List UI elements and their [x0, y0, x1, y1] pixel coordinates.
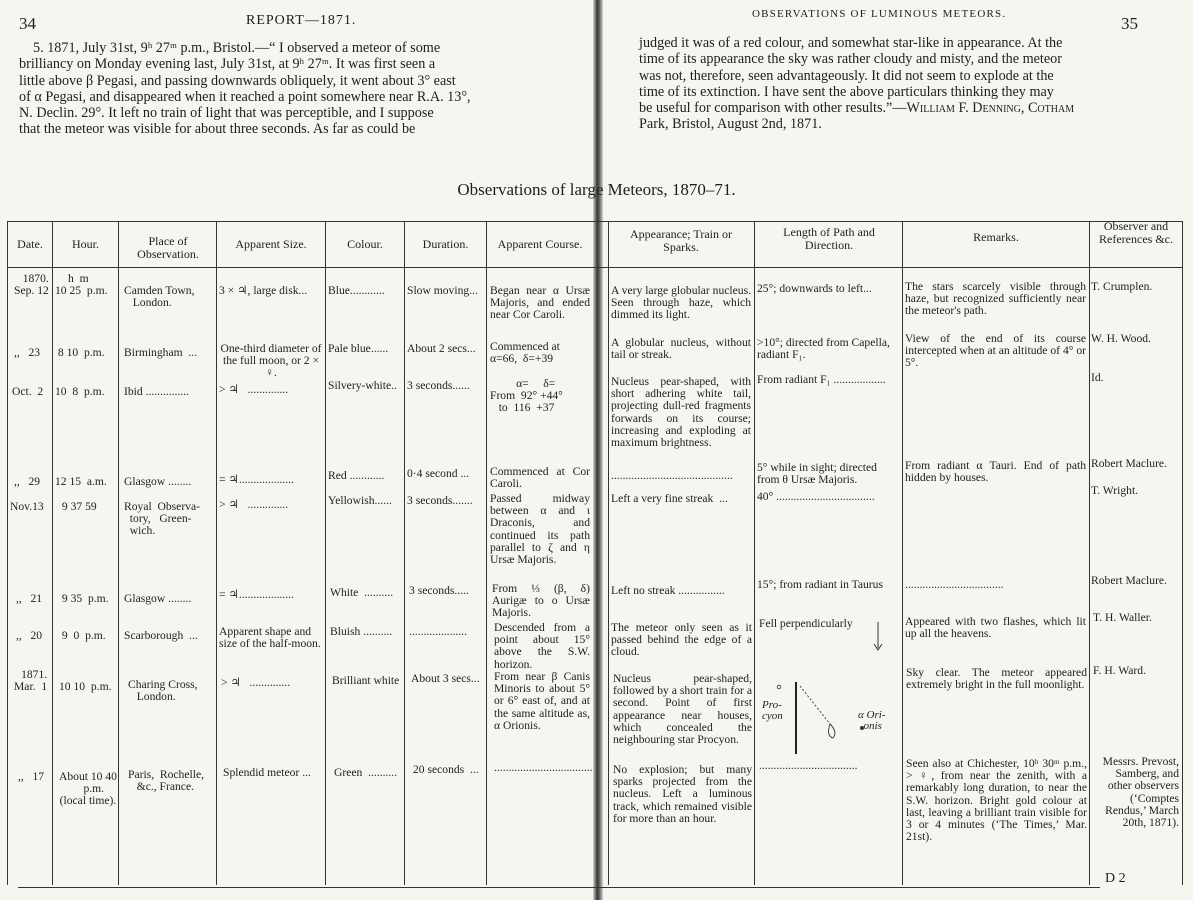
cell-path: >10°; directed from Capella, radiant F₁.: [757, 336, 890, 362]
cell-hour: 8 10 p.m.: [55, 346, 105, 359]
cell-appearance: Nucleus pear-shaped, followed by a short train for a second. Point of first appearance near houses, which concealed the neighbouring star Procyon.: [613, 672, 752, 747]
cell-size: > ♃ ..............: [221, 676, 291, 689]
column-line: [902, 221, 903, 885]
left-paragraph: [19, 40, 550, 138]
cell-colour: Yellowish......: [328, 494, 392, 507]
para-line: judged it was of a red colour, and somewhat star-like in appearance. At the: [639, 35, 1063, 51]
cell-date: ,, 20: [16, 629, 43, 642]
hm-label: h m: [68, 272, 89, 285]
cell-observer: W. H. Wood.: [1091, 332, 1151, 345]
cell-size: = ♃...................: [219, 473, 294, 486]
cell-hour: 10 25 p.m.: [55, 284, 108, 297]
cell-course: ..................................: [494, 761, 593, 774]
cell-observer: Robert Maclure.: [1091, 574, 1167, 587]
cell-colour: White ..........: [330, 586, 394, 599]
cell-appearance: A globular nucleus, without tail or streak.: [611, 336, 751, 362]
cell-place: Birmingham ...: [124, 346, 198, 359]
cell-colour: Pale blue......: [328, 342, 389, 355]
cell-hour: 9 37 59: [59, 500, 97, 513]
cell-place: Royal Observa- tory, Green- wich.: [124, 500, 200, 538]
cell-path: 25°; downwards to left...: [757, 282, 872, 295]
cell-path: Fell perpendicularly: [759, 617, 853, 630]
cell-hour: 9 35 p.m.: [59, 592, 109, 605]
header-remarks: Remarks.: [973, 230, 1019, 244]
cell-course: α= δ= From 92° +44° to 116 +37: [490, 377, 563, 415]
column-line: [216, 221, 217, 885]
cell-path-dots: ..................................: [759, 759, 858, 772]
cell-size: Splendid meteor ...: [223, 766, 311, 779]
header-observer: Observer and References &c.: [1099, 219, 1173, 246]
right-running-head: OBSERVATIONS OF LUMINOUS METEORS.: [752, 8, 1007, 20]
cell-remarks: Appeared with two flashes, which lit up all the heavens.: [905, 615, 1086, 641]
column-line: [325, 221, 326, 885]
cell-remarks: The stars scarcely visible through haze, but recognized sufficiently near the meteor's path.: [905, 280, 1086, 318]
cell-remarks: Sky clear. The meteor appeared extremely bright in the full moonlight.: [906, 666, 1087, 692]
para-line: N. Declin. 29°. It left no train of light that was perceptible, and I suppose: [19, 105, 434, 122]
header-date: Date.: [17, 237, 43, 251]
cell-observer: Messrs. Prevost, Samberg, and other observers (‘Comptes Rendus,’ March 20th, 1871).: [1102, 755, 1179, 830]
left-running-head: REPORT—1871.: [246, 13, 357, 28]
cell-duration: 20 seconds ...: [413, 763, 479, 776]
cell-size: = ♃...................: [219, 588, 294, 601]
cell-appearance: A very large globular nucleus. Seen through haze, which dimmed its light.: [611, 284, 751, 322]
cell-path: From radiant F₁ ..................: [757, 373, 886, 386]
orionis-label: α Ori- onis: [858, 709, 886, 732]
cell-course: Began near α Ursæ Majoris, and ended near Cor Caroli.: [490, 284, 590, 322]
para-line: [639, 100, 1141, 116]
cell-colour: Blue............: [328, 284, 385, 297]
column-line: [1089, 221, 1090, 885]
cell-hour: About 10 40 p.m. (local time).: [59, 770, 117, 808]
header-size: Apparent Size.: [235, 237, 307, 251]
cell-path: 15°; from radiant in Taurus: [757, 578, 883, 591]
cell-course: Passed midway between α and ι Draconis, and continued its path parallel to ζ and η Ursæ Majoris.: [490, 492, 590, 567]
cell-date: ,, 21: [16, 592, 43, 605]
procyon-label: Pro- cyon: [762, 699, 783, 722]
cell-appearance: Left a very fine streak ...: [611, 492, 728, 505]
column-line: [7, 221, 8, 885]
cell-observer: T. Wright.: [1091, 484, 1139, 497]
cell-date: ,, 17: [18, 770, 45, 783]
fall-arrow: [868, 620, 888, 654]
header-duration: Duration.: [422, 237, 469, 251]
cell-remarks: Seen also at Chichester, 10ʰ 30ᵐ p.m., > ♀, from near the zenith, with a remarkably long duration, to near the S.W. horizon. Bright gold colour at last, leaving a brilliant train visible for 3 or 4 minutes (‘The Times,’ Mar. 21st).: [906, 757, 1087, 844]
cell-place: Ibid ...............: [124, 385, 190, 398]
cell-course: Commenced at Cor Caroli.: [490, 465, 590, 491]
cell-course: Commenced at α=66, δ=+39: [490, 340, 560, 366]
cell-observer: F. H. Ward.: [1093, 664, 1146, 677]
cell-duration: 3 seconds......: [407, 379, 470, 392]
para-line: Park, Bristol, August 2nd, 1871.: [639, 116, 822, 133]
header-hour: Hour.: [72, 237, 99, 251]
header-place: Place of Observation.: [137, 234, 199, 261]
para-line: time of its appearance the sky was rather cloudy and misty, and the meteor: [639, 51, 1062, 68]
cell-date: ,, 29: [14, 475, 41, 488]
column-line: [608, 221, 609, 885]
cell-remarks: ..................................: [905, 578, 1004, 591]
table-top-rule: [7, 221, 1182, 222]
para-line: brilliancy on Monday evening last, July 31st, at 9ʰ 27ᵐ. It was first seen a: [19, 56, 436, 73]
cell-duration: Slow moving...: [407, 284, 478, 297]
cell-hour: 9 0 p.m.: [59, 629, 106, 642]
table-bottom-rule: [18, 887, 1100, 888]
cell-appearance: No explosion; but many sparks projected from the nucleus. Left a luminous track, which remained visible for more than an hour.: [613, 763, 752, 825]
header-path: Length of Path and Direction.: [783, 225, 875, 252]
cell-duration: 0·4 second ...: [407, 467, 470, 480]
cell-place: Charing Cross, London.: [128, 678, 198, 704]
column-line: [404, 221, 405, 885]
signature: William F. Denning, Cotham: [906, 100, 1075, 117]
left-page-number: 34: [19, 14, 36, 33]
cell-size: One-third diameter of the full moon, or 2 × ♀.: [220, 342, 322, 380]
cell-hour: 10 10 p.m.: [59, 680, 112, 693]
meteor-path-diagram: [760, 676, 900, 760]
column-line: [118, 221, 119, 885]
header-rule: [7, 267, 1182, 268]
cell-remarks: From radiant α Tauri. End of path hidden by houses.: [905, 459, 1086, 485]
cell-colour: Brilliant white: [332, 674, 400, 687]
book-gutter: [593, 0, 603, 900]
cell-appearance: The meteor only seen as it passed behind the edge of a cloud.: [611, 621, 752, 659]
cell-hour: 12 15 a.m.: [55, 475, 107, 488]
cell-date: 1870. Sep. 12: [14, 272, 49, 298]
cell-observer: T. H. Waller.: [1093, 611, 1152, 624]
cell-size: > ♃ ..............: [219, 383, 289, 396]
header-colour: Colour.: [347, 237, 383, 251]
header-appearance: Appearance; Train or Sparks.: [630, 227, 732, 254]
cell-date: Oct. 2: [12, 385, 44, 398]
cell-course: From ⅓ (β, δ) Aurigæ to ο Ursæ Majoris.: [492, 582, 590, 620]
cell-place: Glasgow ........: [124, 475, 192, 488]
para-line-text: be useful for comparison with other results.”—: [639, 100, 907, 117]
para-line: time of its extinction. I have sent the above particulars thinking they may: [639, 83, 1054, 100]
cell-date: 1871. Mar. 1: [14, 668, 48, 694]
cell-appearance: Nucleus pear-shaped, with short adhering white tail, projecting dull-red fragments forwards on its course; increasing and exploding at maximum brightness.: [611, 375, 751, 450]
cell-remarks: View of the end of its course intercepted when at an altitude of 4° or 5°.: [905, 332, 1086, 370]
cell-appearance: ..........................................: [611, 469, 733, 482]
right-paragraph: [639, 35, 1141, 133]
para-line: of α Pegasi, and disappeared when it reached a point somewhere near R.A. 13°,: [19, 88, 471, 105]
cell-hour: 10 8 p.m.: [55, 385, 105, 398]
right-page-number: 35: [1121, 14, 1138, 33]
cell-place: Scarborough ...: [124, 629, 198, 642]
cell-colour: Green ..........: [334, 766, 398, 779]
cell-date: ,, 23: [14, 346, 41, 359]
cell-duration: About 2 secs...: [407, 342, 476, 355]
cell-course: Descended from a point about 15° above the S.W. horizon.: [494, 621, 590, 671]
signature-mark: D 2: [1105, 871, 1126, 886]
table-title: Observations of large Meteors, 1870–71.: [457, 180, 736, 199]
cell-duration: 3 seconds.....: [409, 584, 469, 597]
cell-size: 3 × ♃, large disk...: [219, 284, 308, 297]
cell-duration: ....................: [409, 625, 467, 638]
cell-size: > ♃ ..............: [219, 498, 289, 511]
cell-colour: Silvery-white..: [328, 379, 397, 392]
column-line: [1182, 221, 1183, 885]
cell-observer: Robert Maclure.: [1091, 457, 1167, 470]
cell-date: Nov.13: [10, 500, 44, 513]
header-course: Apparent Course.: [497, 237, 583, 251]
cell-observer: T. Crumplen.: [1091, 280, 1153, 293]
para-line: that the meteor was visible for about three seconds. As far as could be: [19, 121, 416, 138]
para-line: little above β Pegasi, and passing downwards obliquely, it went about 3° east: [19, 72, 456, 89]
para-line: was not, therefore, seen advantageously. It did not seem to explode at the: [639, 67, 1054, 84]
cell-place: Camden Town, London.: [124, 284, 195, 310]
para-line: 5. 1871, July 31st, 9ʰ 27ᵐ p.m., Bristol.—“ I observed a meteor of some: [33, 40, 441, 56]
cell-path: 40° ..................................: [757, 490, 875, 503]
cell-place: Glasgow ........: [124, 592, 192, 605]
cell-size: Apparent shape and size of the half-moon.: [219, 625, 321, 651]
cell-duration: 3 seconds.......: [407, 494, 473, 507]
column-line: [52, 221, 53, 885]
column-line: [486, 221, 487, 885]
cell-duration: About 3 secs...: [411, 672, 480, 685]
cell-course: From near β Canis Minoris to about 5° or 6° east of, and at the same altitude as, α Orionis.: [494, 670, 590, 732]
cell-appearance: Left no streak ................: [611, 584, 725, 597]
cell-colour: Bluish ..........: [330, 625, 393, 638]
cell-observer: Id.: [1091, 371, 1104, 384]
cell-colour: Red ............: [328, 469, 385, 482]
cell-place: Paris, Rochelle, &c., France.: [128, 768, 204, 794]
cell-path: 5° while in sight; directed from θ Ursæ Majoris.: [757, 461, 877, 487]
column-line: [754, 221, 755, 885]
